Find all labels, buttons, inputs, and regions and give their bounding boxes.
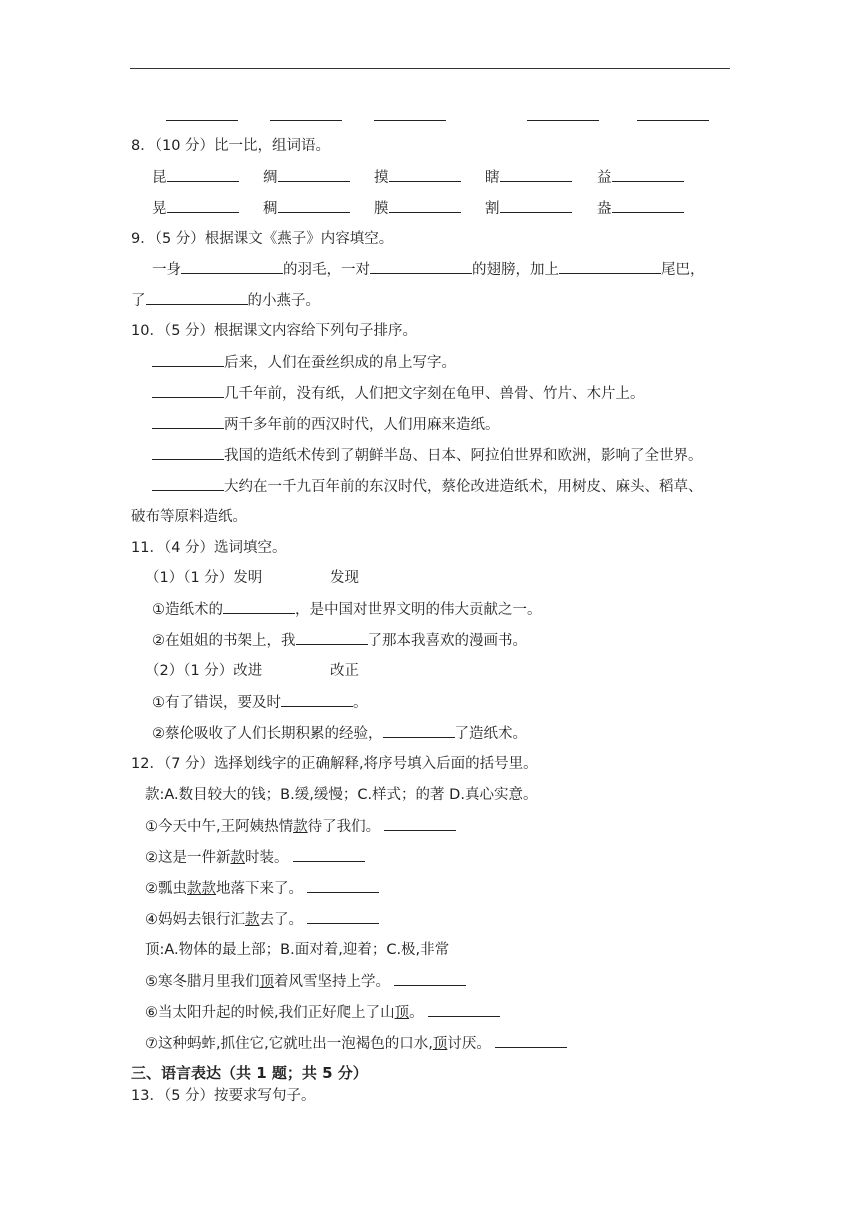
q8-char: 益 <box>597 167 684 188</box>
answer-blank[interactable] <box>167 198 239 213</box>
answer-blank[interactable] <box>389 167 461 182</box>
answer-blank[interactable] <box>527 120 599 121</box>
answer-blank[interactable] <box>278 167 350 182</box>
q10-item: 两千多年前的西汉时代，人们用麻来造纸。 <box>152 414 500 435</box>
q10-item-wrap: 破布等原料造纸。 <box>131 509 247 525</box>
answer-blank[interactable] <box>223 599 295 614</box>
answer-blank[interactable] <box>152 352 224 367</box>
q8-char: 晃 <box>152 198 239 219</box>
q12-sentence: ②瓢虫款款地落下来了。 <box>145 878 379 899</box>
answer-blank[interactable] <box>152 476 224 491</box>
answer-blank[interactable] <box>394 971 466 986</box>
answer-blank[interactable] <box>500 167 572 182</box>
q8-char: 割 <box>485 198 572 219</box>
q12-sentence: ⑤寒冬腊月里我们顶着风雪坚持上学。 <box>145 971 466 992</box>
q12-sentence: ⑥当太阳升起的时候,我们正好爬上了山顶。 <box>145 1002 500 1023</box>
answer-blank[interactable] <box>612 198 684 213</box>
q12-sentence: ⑦这种蚂蚱,抓住它,它就吐出一泡褐色的口水,顶讨厌。 <box>145 1033 567 1054</box>
question-13-title: 13．（5 分）按要求写句子。 <box>131 1088 316 1104</box>
answer-blank[interactable] <box>384 816 456 831</box>
answer-blank[interactable] <box>389 198 461 213</box>
answer-blank[interactable] <box>307 878 379 893</box>
q10-item: 我国的造纸术传到了朝鲜半岛、日本、阿拉伯世界和欧洲，影响了全世界。 <box>152 445 703 466</box>
q11-part-2-word2: 改正 <box>330 663 359 679</box>
q12-ding-definition: 顶:A.物体的最上部；B.面对着,迎着；C.极,非常 <box>145 942 450 958</box>
answer-blank[interactable] <box>296 630 368 645</box>
q8-char: 摸 <box>374 167 461 188</box>
question-9-title: 9．（5 分）根据课文《燕子》内容填空。 <box>131 231 394 247</box>
q12-kuan-definition: 款:A.数目较大的钱；B.缓,缓慢；C.样式；的著 D.真心实意。 <box>145 787 538 803</box>
q8-char: 膜 <box>374 198 461 219</box>
q8-char: 昆 <box>152 167 239 188</box>
q11-sentence: ①造纸术的 ，是中国对世界文明的伟大贡献之一。 <box>152 599 542 620</box>
answer-blank[interactable] <box>559 259 661 274</box>
q8-char: 绸 <box>263 167 350 188</box>
q9-line-1: 一身 的羽毛，一对 的翅膀，加上 尾巴， <box>152 259 705 280</box>
question-10-title: 10．（5 分）根据课文内容给下列句子排序。 <box>131 323 418 339</box>
answer-blank[interactable] <box>637 120 709 121</box>
answer-blank[interactable] <box>383 723 455 738</box>
q11-part-2-head: （2）（1 分）改进 <box>145 663 263 679</box>
question-11-title: 11．（4 分）选词填空。 <box>131 540 287 556</box>
q8-char: 瞎 <box>485 167 572 188</box>
question-12-title: 12．（7 分）选择划线字的正确解释,将序号填入后面的括号里。 <box>131 756 538 772</box>
answer-blank[interactable] <box>181 259 283 274</box>
answer-blank[interactable] <box>152 383 224 398</box>
q11-sentence: ②在姐姐的书架上，我 了那本我喜欢的漫画书。 <box>152 630 527 651</box>
q11-part-1-head: （1）（1 分）发明 <box>145 570 263 586</box>
answer-blank[interactable] <box>495 1033 567 1048</box>
answer-blank[interactable] <box>293 847 365 862</box>
answer-blank[interactable] <box>146 290 248 305</box>
question-8-title: 8．（10 分）比一比，组词语。 <box>131 138 331 154</box>
answer-blank[interactable] <box>152 445 224 460</box>
answer-blank[interactable] <box>281 692 353 707</box>
header-rule <box>130 68 730 69</box>
q10-item: 几千年前，没有纸，人们把文字刻在龟甲、兽骨、竹片、木片上。 <box>152 383 645 404</box>
q11-sentence: ②蔡伦吸收了人们长期积累的经验， 了造纸术。 <box>152 723 527 744</box>
answer-blank[interactable] <box>307 909 379 924</box>
q12-sentence: ④妈妈去银行汇款去了。 <box>145 909 379 930</box>
answer-blank[interactable] <box>152 414 224 429</box>
answer-blank[interactable] <box>278 198 350 213</box>
answer-blank[interactable] <box>612 167 684 182</box>
q11-sentence: ①有了错误，要及时 。 <box>152 692 368 713</box>
answer-blank[interactable] <box>500 198 572 213</box>
q12-sentence: ①今天中午,王阿姨热情款待了我们。 <box>145 816 456 837</box>
q11-part-1-word2: 发现 <box>330 570 359 586</box>
q9-line-2: 了 的小燕子。 <box>131 290 320 311</box>
q10-item: 大约在一千九百年前的东汉时代，蔡伦改进造纸术，用树皮、麻头、稻草、 <box>152 476 703 497</box>
answer-blank[interactable] <box>167 167 239 182</box>
q8-char: 盎 <box>597 198 684 219</box>
q10-item: 后来，人们在蚕丝织成的帛上写字。 <box>152 352 456 373</box>
answer-blank[interactable] <box>370 259 472 274</box>
answer-blank[interactable] <box>374 120 446 121</box>
q8-char: 稠 <box>263 198 350 219</box>
section-heading: 三、语言表达（共 1 题；共 5 分） <box>131 1064 368 1082</box>
answer-blank[interactable] <box>166 120 238 121</box>
q12-sentence: ②这是一件新款时装。 <box>145 847 365 868</box>
answer-blank[interactable] <box>270 120 342 121</box>
answer-blank[interactable] <box>428 1002 500 1017</box>
